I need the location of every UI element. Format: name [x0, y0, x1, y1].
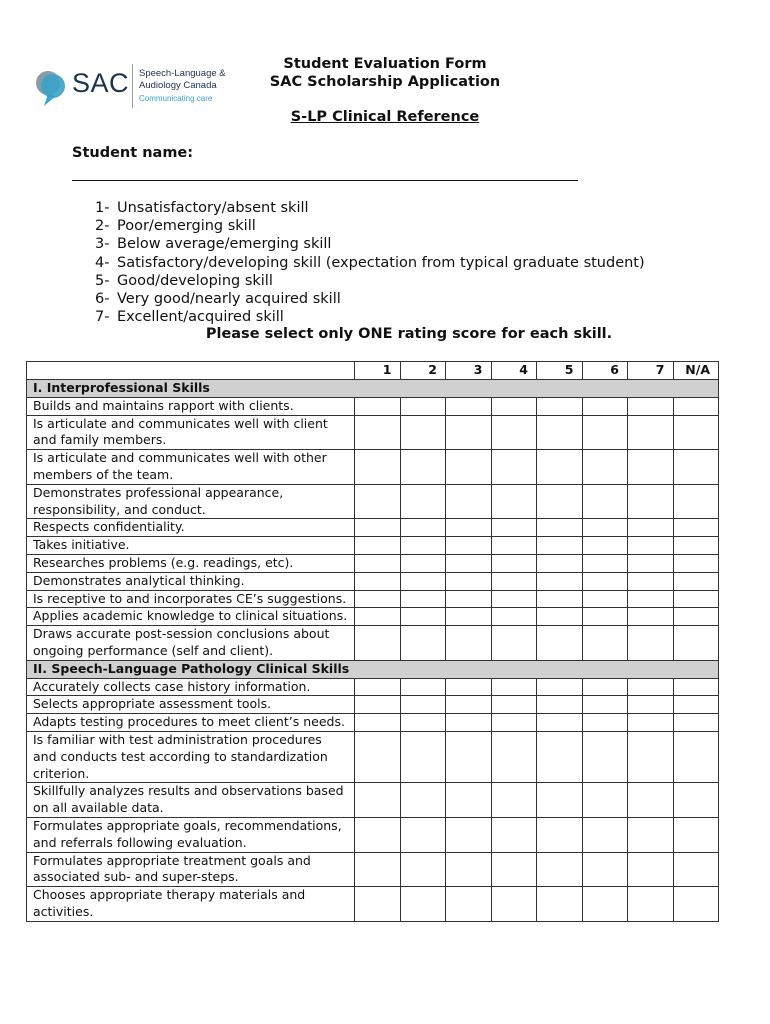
- rating-cell[interactable]: [400, 450, 446, 485]
- column-header: 4: [491, 362, 537, 380]
- rating-cell[interactable]: [491, 696, 537, 714]
- skill-label: Selects appropriate assessment tools.: [27, 696, 355, 714]
- rating-cell[interactable]: [537, 537, 583, 555]
- table-row: [27, 731, 719, 782]
- rating-cell[interactable]: [628, 731, 674, 782]
- rating-cell[interactable]: [355, 783, 401, 818]
- rating-cell[interactable]: [491, 678, 537, 696]
- table-row: [27, 397, 719, 415]
- rating-cell[interactable]: [582, 626, 628, 661]
- rating-cell[interactable]: [673, 678, 719, 696]
- rating-cell[interactable]: [446, 450, 492, 485]
- rating-cell[interactable]: [537, 590, 583, 608]
- skill-column-header: [27, 362, 355, 380]
- rating-cell[interactable]: [673, 887, 719, 922]
- rating-cell[interactable]: [400, 783, 446, 818]
- rating-cell[interactable]: [400, 590, 446, 608]
- rating-cell[interactable]: [491, 450, 537, 485]
- skill-label: Adapts testing procedures to meet client’s needs.: [27, 714, 355, 732]
- skill-label: Skillfully analyzes results and observations based on all available data.: [27, 783, 355, 818]
- rating-cell[interactable]: [446, 484, 492, 519]
- rating-cell[interactable]: [537, 450, 583, 485]
- rating-cell[interactable]: [400, 572, 446, 590]
- rating-cell[interactable]: [537, 783, 583, 818]
- rating-cell[interactable]: [673, 626, 719, 661]
- rating-cell[interactable]: [537, 887, 583, 922]
- table-row: [27, 608, 719, 626]
- rating-cell[interactable]: [400, 608, 446, 626]
- rating-cell[interactable]: [446, 519, 492, 537]
- skill-label: Is familiar with test administration procedures and conducts test according to standardization criterion.: [27, 731, 355, 782]
- column-header: 2: [400, 362, 446, 380]
- table-row: [27, 484, 719, 519]
- rating-cell[interactable]: [582, 817, 628, 852]
- rating-cell[interactable]: [446, 590, 492, 608]
- scale-item: 6- Very good/nearly acquired skill: [95, 291, 341, 308]
- rating-cell[interactable]: [446, 608, 492, 626]
- rating-cell[interactable]: [491, 783, 537, 818]
- rating-cell[interactable]: [673, 519, 719, 537]
- rating-cell[interactable]: [446, 554, 492, 572]
- table-row: [27, 783, 719, 818]
- rating-cell[interactable]: [355, 415, 401, 450]
- rating-cell[interactable]: [673, 696, 719, 714]
- rating-cell[interactable]: [582, 887, 628, 922]
- rating-cell[interactable]: [673, 537, 719, 555]
- rating-cell[interactable]: [582, 537, 628, 555]
- rating-cell[interactable]: [628, 537, 674, 555]
- skill-label: Takes initiative.: [27, 537, 355, 555]
- rating-cell[interactable]: [491, 397, 537, 415]
- rating-cell[interactable]: [582, 783, 628, 818]
- rating-cell[interactable]: [628, 415, 674, 450]
- scale-item: 2- Poor/emerging skill: [95, 218, 256, 235]
- rating-cell[interactable]: [355, 397, 401, 415]
- rating-cell[interactable]: [446, 626, 492, 661]
- rating-cell[interactable]: [628, 590, 674, 608]
- rating-cell[interactable]: [582, 714, 628, 732]
- rating-cell[interactable]: [582, 608, 628, 626]
- rating-cell[interactable]: [673, 731, 719, 782]
- rating-cell[interactable]: [355, 714, 401, 732]
- column-header: 3: [446, 362, 492, 380]
- rating-cell[interactable]: [400, 696, 446, 714]
- rating-cell[interactable]: [491, 554, 537, 572]
- sac-logo: [34, 64, 234, 110]
- scale-item: 5- Good/developing skill: [95, 272, 273, 289]
- rating-cell[interactable]: [673, 397, 719, 415]
- scale-item: 7- Excellent/acquired skill: [95, 309, 284, 326]
- column-header: N/A: [673, 362, 719, 380]
- rating-cell[interactable]: [400, 397, 446, 415]
- table-row: [27, 572, 719, 590]
- rating-cell[interactable]: [446, 397, 492, 415]
- rating-cell[interactable]: [582, 450, 628, 485]
- rating-cell[interactable]: [537, 484, 583, 519]
- rating-cell[interactable]: [582, 678, 628, 696]
- rating-cell[interactable]: [491, 608, 537, 626]
- rating-cell[interactable]: [582, 572, 628, 590]
- table-row: [27, 887, 719, 922]
- rating-cell[interactable]: [400, 554, 446, 572]
- section-title: S-LP Clinical Reference: [290, 109, 480, 125]
- rating-cell[interactable]: [673, 572, 719, 590]
- rating-cell[interactable]: [673, 817, 719, 852]
- skill-label: Is articulate and communicates well with client and family members.: [27, 415, 355, 450]
- rating-cell[interactable]: [355, 887, 401, 922]
- rating-cell[interactable]: [628, 572, 674, 590]
- skill-label: Applies academic knowledge to clinical situations.: [27, 608, 355, 626]
- rating-cell[interactable]: [628, 554, 674, 572]
- rating-cell[interactable]: [446, 783, 492, 818]
- table-row: [27, 537, 719, 555]
- rating-cell[interactable]: [537, 554, 583, 572]
- rating-cell[interactable]: [628, 484, 674, 519]
- rating-cell[interactable]: [491, 817, 537, 852]
- rating-cell[interactable]: [537, 852, 583, 887]
- rating-cell[interactable]: [446, 696, 492, 714]
- rating-cell[interactable]: [628, 678, 674, 696]
- table-row: [27, 817, 719, 852]
- rating-cell[interactable]: [355, 537, 401, 555]
- section-header-row: [27, 660, 719, 678]
- scale-item: 1- Unsatisfactory/absent skill: [95, 200, 309, 216]
- rating-cell[interactable]: [446, 537, 492, 555]
- rating-cell[interactable]: [628, 817, 674, 852]
- rating-cell[interactable]: [491, 415, 537, 450]
- rating-cell[interactable]: [582, 397, 628, 415]
- rating-cell[interactable]: [491, 537, 537, 555]
- rating-cell[interactable]: [446, 887, 492, 922]
- rating-cell[interactable]: [537, 572, 583, 590]
- speech-bubble-icon: [34, 66, 70, 108]
- student-name-label: Student name:: [72, 145, 194, 161]
- rating-cell[interactable]: [628, 852, 674, 887]
- rating-cell[interactable]: [400, 626, 446, 661]
- rating-cell[interactable]: [400, 852, 446, 887]
- rating-cell[interactable]: [673, 714, 719, 732]
- student-name-field[interactable]: [72, 180, 578, 181]
- rating-cell[interactable]: [491, 590, 537, 608]
- logo-tagline: Communicating care: [139, 94, 213, 103]
- column-header: 5: [537, 362, 583, 380]
- rating-cell[interactable]: [582, 590, 628, 608]
- skill-label: Researches problems (e.g. readings, etc).: [27, 554, 355, 572]
- rating-cell[interactable]: [673, 450, 719, 485]
- table-row: [27, 519, 719, 537]
- scale-item: 4- Satisfactory/developing skill (expectation from typical graduate student): [95, 254, 645, 271]
- table-header-row: [27, 362, 719, 380]
- rating-cell[interactable]: [537, 519, 583, 537]
- rating-cell[interactable]: [582, 519, 628, 537]
- rating-cell[interactable]: [400, 678, 446, 696]
- rating-cell[interactable]: [446, 678, 492, 696]
- rating-cell[interactable]: [491, 887, 537, 922]
- skill-label: Respects confidentiality.: [27, 519, 355, 537]
- rating-cell[interactable]: [673, 590, 719, 608]
- skill-label: Formulates appropriate treatment goals and associated sub- and super-steps.: [27, 852, 355, 887]
- rating-cell[interactable]: [582, 731, 628, 782]
- skill-label: Is articulate and communicates well with other members of the team.: [27, 450, 355, 485]
- rating-cell[interactable]: [537, 608, 583, 626]
- section-title: I. Interprofessional Skills: [27, 380, 719, 398]
- rating-cell[interactable]: [673, 484, 719, 519]
- rating-cell[interactable]: [537, 415, 583, 450]
- rating-cell[interactable]: [491, 519, 537, 537]
- rating-cell[interactable]: [582, 554, 628, 572]
- rating-cell[interactable]: [400, 484, 446, 519]
- rating-cell[interactable]: [400, 537, 446, 555]
- rating-cell[interactable]: [628, 887, 674, 922]
- rating-cell[interactable]: [628, 519, 674, 537]
- table-row: [27, 696, 719, 714]
- rating-cell[interactable]: [537, 714, 583, 732]
- rating-cell[interactable]: [355, 608, 401, 626]
- table-row: [27, 626, 719, 661]
- form-title: Student Evaluation Form: [283, 56, 487, 72]
- rating-cell[interactable]: [673, 415, 719, 450]
- rating-cell[interactable]: [582, 696, 628, 714]
- rating-cell[interactable]: [446, 731, 492, 782]
- rating-cell[interactable]: [537, 817, 583, 852]
- rating-cell[interactable]: [673, 852, 719, 887]
- rating-cell[interactable]: [400, 887, 446, 922]
- rating-cell[interactable]: [446, 714, 492, 732]
- rating-cell[interactable]: [537, 678, 583, 696]
- rating-cell[interactable]: [400, 415, 446, 450]
- evaluation-table: [26, 361, 719, 922]
- rating-cell[interactable]: [355, 572, 401, 590]
- skill-label: Builds and maintains rapport with clients.: [27, 397, 355, 415]
- rating-cell[interactable]: [537, 397, 583, 415]
- rating-cell[interactable]: [491, 484, 537, 519]
- rating-cell[interactable]: [491, 731, 537, 782]
- rating-cell[interactable]: [355, 696, 401, 714]
- rating-cell[interactable]: [582, 415, 628, 450]
- rating-cell[interactable]: [582, 484, 628, 519]
- rating-cell[interactable]: [628, 783, 674, 818]
- rating-cell[interactable]: [582, 852, 628, 887]
- rating-cell[interactable]: [355, 626, 401, 661]
- rating-cell[interactable]: [355, 852, 401, 887]
- column-header: 6: [582, 362, 628, 380]
- rating-cell[interactable]: [491, 626, 537, 661]
- section-title: II. Speech-Language Pathology Clinical Skills: [27, 660, 719, 678]
- rating-cell[interactable]: [628, 714, 674, 732]
- rating-cell[interactable]: [628, 696, 674, 714]
- rating-cell[interactable]: [355, 519, 401, 537]
- table-row: [27, 554, 719, 572]
- skill-label: Demonstrates professional appearance, responsibility, and conduct.: [27, 484, 355, 519]
- logo-divider: [132, 64, 133, 108]
- skill-label: Formulates appropriate goals, recommendations, and referrals following evaluation.: [27, 817, 355, 852]
- rating-cell[interactable]: [355, 731, 401, 782]
- rating-cell[interactable]: [355, 450, 401, 485]
- skill-label: Demonstrates analytical thinking.: [27, 572, 355, 590]
- rating-cell[interactable]: [446, 572, 492, 590]
- skill-label: Accurately collects case history information.: [27, 678, 355, 696]
- skill-label: Is receptive to and incorporates CE’s suggestions.: [27, 590, 355, 608]
- skill-label: Draws accurate post-session conclusions about ongoing performance (self and client).: [27, 626, 355, 661]
- rating-cell[interactable]: [628, 450, 674, 485]
- column-header: 7: [628, 362, 674, 380]
- section-header-row: [27, 380, 719, 398]
- rating-cell[interactable]: [491, 852, 537, 887]
- rating-cell[interactable]: [491, 714, 537, 732]
- logo-brand: SAC: [72, 68, 130, 98]
- rating-cell[interactable]: [355, 484, 401, 519]
- rating-cell[interactable]: [446, 415, 492, 450]
- form-subtitle: SAC Scholarship Application: [269, 74, 501, 90]
- rating-scale: [95, 199, 645, 326]
- rating-cell[interactable]: [628, 397, 674, 415]
- column-header: 1: [355, 362, 401, 380]
- table-row: [27, 590, 719, 608]
- rating-cell[interactable]: [446, 817, 492, 852]
- rating-cell[interactable]: [537, 731, 583, 782]
- rating-cell[interactable]: [400, 519, 446, 537]
- table-row: [27, 415, 719, 450]
- table-row: [27, 678, 719, 696]
- scale-item: 3- Below average/emerging skill: [95, 236, 332, 253]
- rating-cell[interactable]: [628, 626, 674, 661]
- rating-cell[interactable]: [537, 626, 583, 661]
- rating-cell[interactable]: [491, 572, 537, 590]
- rating-cell[interactable]: [673, 608, 719, 626]
- form-titles: [230, 55, 540, 91]
- rating-cell[interactable]: [446, 852, 492, 887]
- table-row: [27, 852, 719, 887]
- rating-cell[interactable]: [400, 817, 446, 852]
- rating-cell[interactable]: [400, 731, 446, 782]
- rating-cell[interactable]: [355, 817, 401, 852]
- rating-cell[interactable]: [400, 714, 446, 732]
- rating-cell[interactable]: [355, 590, 401, 608]
- rating-cell[interactable]: [673, 554, 719, 572]
- rating-cell[interactable]: [355, 678, 401, 696]
- rating-cell[interactable]: [673, 783, 719, 818]
- rating-cell[interactable]: [537, 696, 583, 714]
- instruction-text: Please select only ONE rating score for each skill.: [205, 326, 613, 342]
- table-row: [27, 450, 719, 485]
- logo-org-name: Speech-Language & Audiology Canada: [139, 68, 226, 91]
- skill-label: Chooses appropriate therapy materials and activities.: [27, 887, 355, 922]
- rating-cell[interactable]: [628, 608, 674, 626]
- table-row: [27, 714, 719, 732]
- rating-cell[interactable]: [355, 554, 401, 572]
